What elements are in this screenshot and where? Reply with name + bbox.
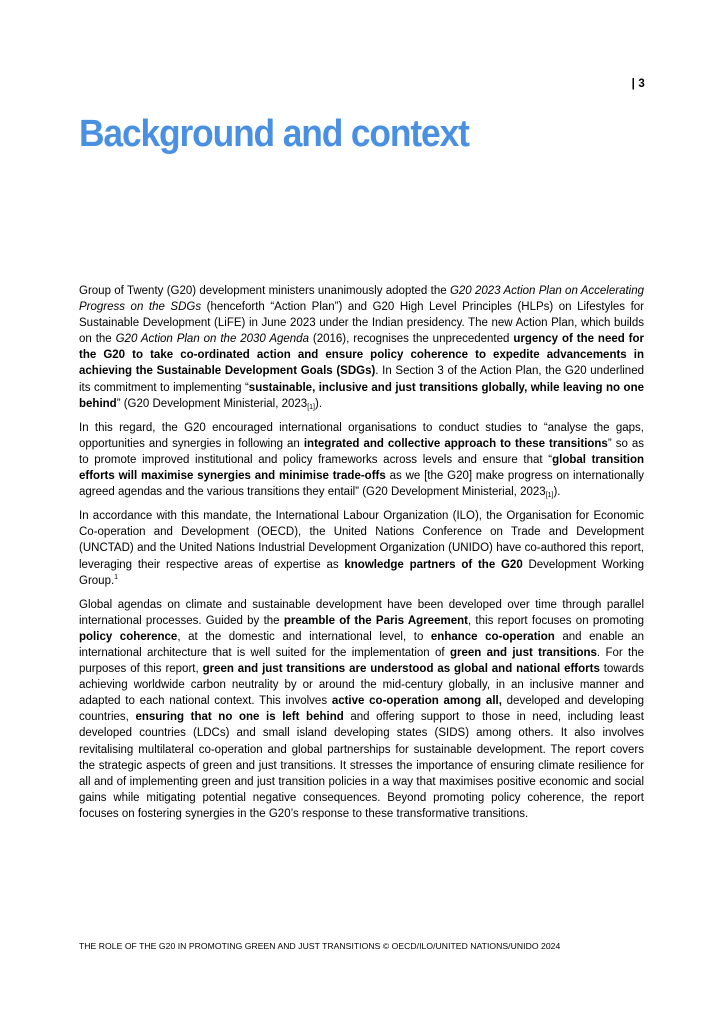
text-run: . In Section 3 of the Action Plan, the G20 underlined its commitment to implementing “ [79,365,644,394]
text-run: , this report focuses on promoting [467,614,645,627]
text-run: towards achieving worldwide carbon neutrality by or around the mid-century globally, in an inclusive manner and adapted to each national context. This involves [79,663,644,708]
paragraph-2 [79,420,644,500]
text-run: global transition efforts will maximise synergies and minimise trade-offs [79,453,644,483]
paragraph-3 [79,508,644,588]
text-run: preamble of the Paris Agreement [283,614,468,627]
text-run: G20 Action Plan on the 2030 Agenda [115,333,309,346]
page-footer: THE ROLE OF THE G20 IN PROMOTING GREEN AND JUST TRANSITIONS © OECD/ILO/UNITED NATIONS/UNIDO 2024 [79,941,561,951]
text-run: enhance co-operation [430,630,555,643]
text-run: green and just transitions [449,646,597,659]
text-run: Group of Twenty (G20) development ministers unanimously adopted the [79,285,450,297]
paragraph-1 [79,283,644,412]
text-run: G20 2023 Action Plan on Accelerating Progress on the SDGs [79,285,645,314]
text-run: green and just transitions are understood as global and national efforts [202,663,600,676]
text-run: In accordance with this mandate, the International Labour Organization (ILO), the Organisation for Economic Co-operation and Development (OECD), the United Nations Conference on Trade and Development (UNCTAD) and the United Nations Industrial Development Organization (UNIDO) have co-authored this report, leveraging their respective areas of expertise as [79,510,644,571]
text-run: developed and developing countries, [79,695,644,724]
paragraph-4 [79,597,644,822]
text-run: and offering support to those in need, including least developed countries (LDCs) and small island developing states (SIDS) among others. It also involves revitalising multilateral co-operation and global partnerships for sustainable development. The report covers the strategic aspects of green and just transitions. It stresses the importance of ensuring climate resilience for all and of implementing green and just transition policies in a way that maximises positive economic and social gains while mitigating potential negative consequences. Beyond promoting policy coherence, the report focuses on fostering synergies in the G20’s response to these transformative transitions. [79,711,644,820]
text-run: ensuring that no one is left behind [135,711,344,724]
text-run: ). [553,486,561,499]
footnote-marker[interactable]: 1 [114,573,119,581]
body-text [79,283,644,830]
text-run: urgency of the need for the G20 to take co-ordinated action and ensure policy coherence to expedite advancements in achieving the Sustainable Development Goals (SDGs) [79,333,644,378]
text-run: sustainable, inclusive and just transitions globally, while leaving no one behind [79,381,644,410]
page-number: | 3 [631,78,645,90]
text-run: . For the purposes of this report, [79,646,645,676]
text-run: knowledge partners of the G20 [344,558,523,571]
text-run: and enable an international architecture that is well suited for the implementation of [79,630,644,659]
text-run: Global agendas on climate and sustainable development have been developed over time through parallel international processes. Guided by the [79,598,644,627]
text-run: , at the domestic and international level, to [177,630,431,643]
reference-marker[interactable]: [1] [545,492,554,500]
text-run: Development Working Group. [79,558,644,587]
text-run: (2016), recognises the unprecedented [308,333,514,346]
reference-marker[interactable]: [1] [307,403,315,411]
text-run: integrated and collective approach to these transitions [303,437,608,450]
text-run: policy coherence [79,630,178,643]
text-run: ” (G20 Development Ministerial, 2023 [116,397,308,410]
text-run: active co-operation among all, [331,695,502,708]
text-run: (henceforth “Action Plan”) and G20 High Level Principles (HLPs) on Lifestyles for Sustainable Development (LiFE) in June 2023 under the Indian presidency. The new Action Plan, which builds on the [79,301,644,346]
text-run: as we [the G20] make progress on internationally agreed agendas and the various transitions they entail” (G20 Development Ministerial, 2023 [79,470,644,499]
text-run: In this regard, the G20 encouraged international organisations to conduct studies to “analyse the gaps, opportunities and synergies in following an [79,421,644,450]
page-title: Background and context [79,113,469,155]
text-run: ). [314,397,323,410]
text-run: ” so as to promote improved institutional and policy frameworks across levels and ensure that “ [79,437,644,466]
